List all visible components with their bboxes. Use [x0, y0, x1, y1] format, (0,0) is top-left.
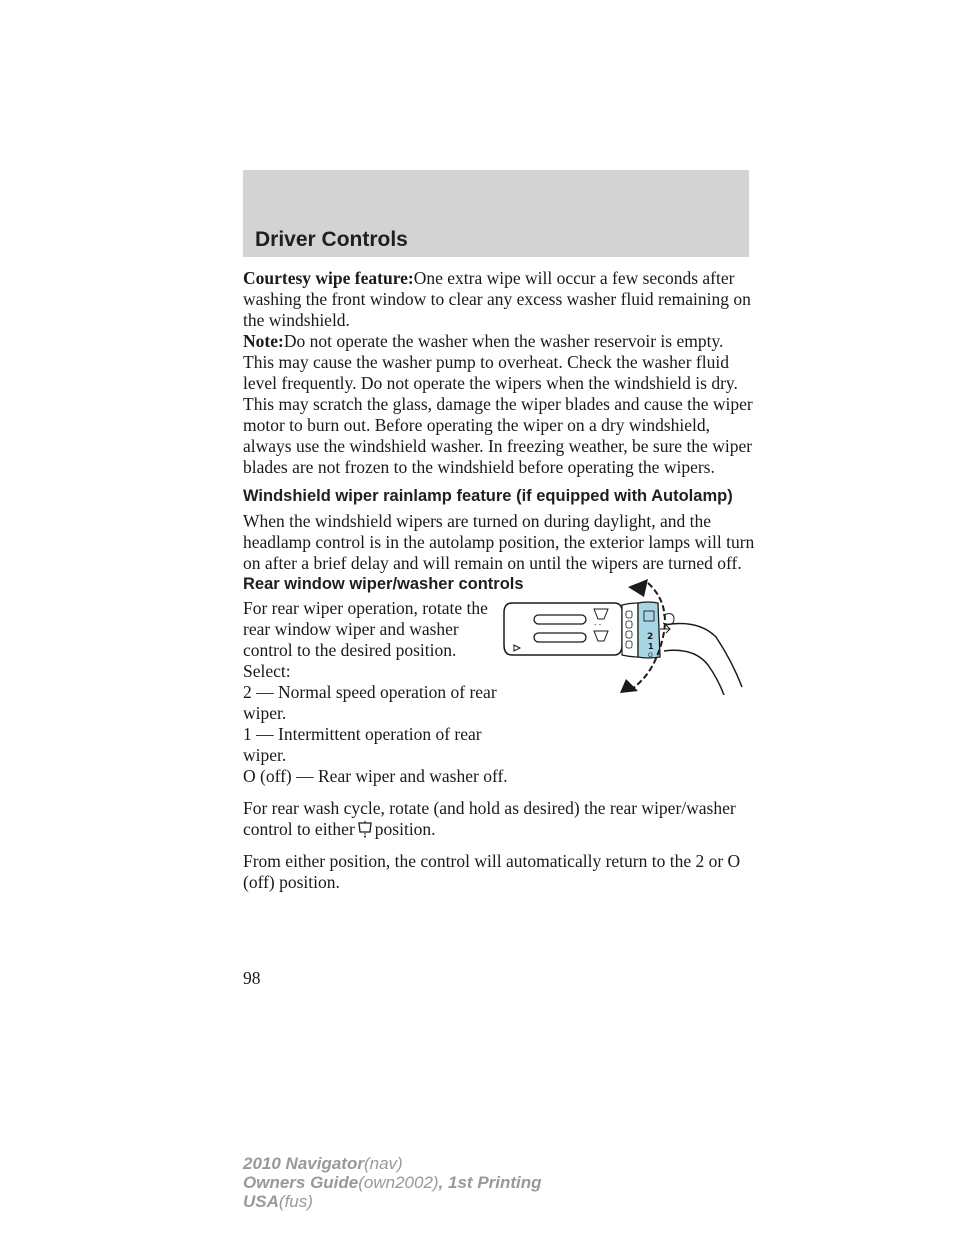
rear-item-o: O (off) — Rear wiper and washer off. [243, 766, 508, 786]
figure-label-2: 2 [647, 632, 654, 642]
note-label: Note: [243, 331, 284, 351]
footer-guide: Owners Guide [243, 1173, 359, 1192]
footer-guide-code: (own2002) [358, 1173, 439, 1192]
footer-region: USA [243, 1192, 279, 1211]
rear-item-1: 1 — Intermittent operation of rear wiper. [243, 724, 482, 765]
rainlamp-heading: Windshield wiper rainlamp feature (if equipped with Autolamp) [243, 487, 733, 505]
figure-label-1: 1 [648, 642, 654, 651]
footer-printing: , 1st Printing [438, 1173, 542, 1192]
footer-model: 2010 Navigator [243, 1154, 364, 1173]
wiper-control-stalk-illustration [498, 575, 758, 695]
courtesy-paragraph [243, 268, 755, 331]
note-text: Do not operate the washer when the washer reservoir is empty. This may cause the washer pump to overheat. Check the washer fluid level frequently. Do not operate the wipers when the windshield is dry. This may scratch the glass, damage the wiper blades and cause the wiper motor to burn out. Before operating the wiper on a dry windshield, always use the windshield washer. In freezing weather, be sure the wiper blades are not frozen to the windshield before operating the wipers. [243, 331, 753, 477]
rear-wash-text: For rear wash cycle, rotate (and hold as desired) the rear wiper/washer control to either [243, 798, 736, 839]
rainlamp-paragraph: When the windshield wipers are turned on during daylight, and the headlamp control is in the autolamp position, the exterior lamps will turn on after a brief delay and will remain on until the wipers are turned off. [243, 511, 755, 573]
rear-intro: For rear wiper operation, rotate the rear window wiper and washer control to the desired position. Select: [243, 598, 488, 681]
rear-heading: Rear window wiper/washer controls [243, 575, 524, 593]
courtesy-text: One extra wipe will occur a few seconds after washing the front window to clear any excess washer fluid remaining on the windshield. [243, 268, 751, 330]
footer-region-code: (fus) [278, 1192, 313, 1211]
figure-label-o: O [648, 652, 653, 659]
page-number: 98 [243, 968, 261, 988]
rear-return-paragraph: From either position, the control will automatically return to the 2 or O (off) position. [243, 851, 741, 892]
rear-wash-paragraph [243, 798, 755, 840]
section-title: Driver Controls [255, 228, 408, 251]
rear-item-2: 2 — Normal speed operation of rear wiper. [243, 682, 497, 723]
footer-model-code: (nav) [363, 1154, 403, 1173]
rear-wash-text-end: position. [374, 819, 436, 839]
svg-text:- -: - - [594, 621, 602, 629]
footer [243, 1154, 542, 1211]
washer-icon [357, 820, 373, 838]
note-paragraph [243, 331, 755, 478]
courtesy-label: Courtesy wipe feature: [243, 268, 414, 288]
